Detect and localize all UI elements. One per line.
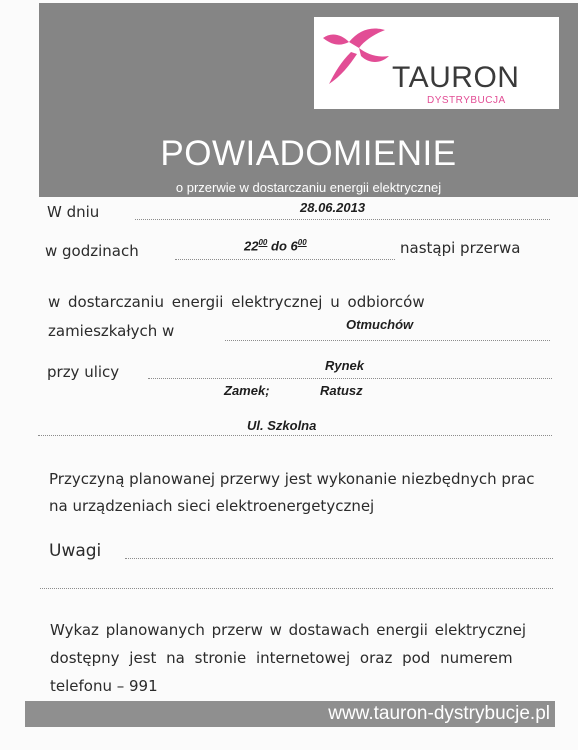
tauron-logo — [314, 17, 559, 109]
hours-value — [244, 238, 307, 253]
remarks-line-2 — [40, 588, 553, 589]
street-label: przy ulicy — [47, 363, 120, 381]
street-line-2 — [38, 435, 552, 436]
remarks-line-1 — [125, 558, 553, 559]
hours-line — [175, 259, 395, 260]
street-4: Ul. Szkolna — [247, 418, 317, 433]
date-label: W dniu — [47, 203, 100, 221]
street-1: Rynek — [325, 358, 365, 373]
footer-bar — [25, 701, 555, 727]
info-line2: dostępny jest na stronie internetowej oraz pod numerem — [50, 649, 513, 667]
supply-text-line1: w dostarczaniu energii elektrycznej u odbiorców — [48, 293, 425, 311]
street-3: Ratusz — [320, 383, 363, 398]
town-line — [225, 340, 550, 341]
reason-line1: Przyczyną planowanej przerwy jest wykonanie niezbędnych prac — [49, 470, 535, 488]
date-line — [135, 219, 550, 220]
supply-text-line2: zamieszkałych w — [48, 322, 175, 340]
street-line-1 — [148, 378, 552, 379]
logo-brand-subtext: DYSTRYBUCJA — [427, 95, 506, 106]
hour-to-min: 00 — [297, 238, 307, 247]
hour-from-min: 00 — [258, 238, 268, 247]
notice-subtitle: o przerwie w dostarczaniu energii elektrycznej — [175, 180, 442, 195]
hours-suffix: nastąpi przerwa — [400, 239, 521, 257]
logo-brand-text: TAURON — [392, 61, 520, 94]
hours-label: w godzinach — [45, 242, 139, 260]
notice-header — [39, 3, 578, 197]
town-value: Otmuchów — [346, 317, 414, 332]
date-value: 28.06.2013 — [300, 200, 366, 215]
website-link[interactable]: www.tauron-dystrybucje.pl — [328, 703, 550, 724]
hour-to: 6 — [290, 238, 298, 254]
info-line3: telefonu – 991 — [50, 677, 158, 695]
notice-title: POWIADOMIENIE — [160, 134, 457, 173]
remarks-label: Uwagi — [49, 541, 102, 561]
reason-line2: na urządzeniach sieci elektroenergetycznej — [49, 497, 375, 515]
info-line1: Wykaz planowanych przerw w dostawach energii elektrycznej — [50, 621, 526, 639]
hour-from: 22 — [244, 238, 259, 254]
street-2: Zamek; — [224, 383, 270, 398]
tauron-logo-icon — [319, 20, 399, 90]
hours-between: do — [271, 238, 287, 254]
